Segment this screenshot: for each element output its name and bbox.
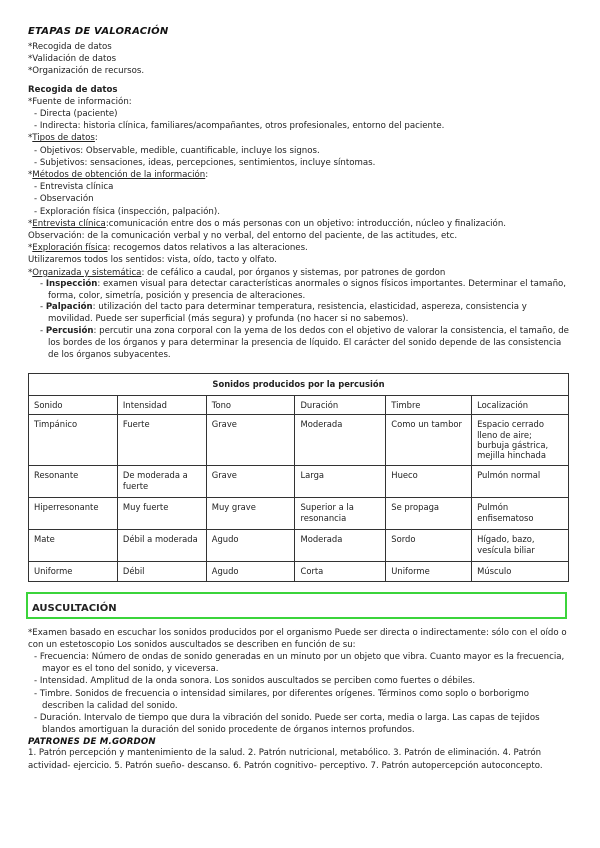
term-inspeccion: - Inspección: examen visual para detectar características anormales o signos físicos importantes. Determinar el tamaño, forma, color, simetría, posición y presencia de alteraciones. bbox=[40, 278, 567, 301]
term-name: Percusión bbox=[45, 326, 94, 337]
table-header-cell: Timbre bbox=[386, 395, 472, 414]
fuente-heading: *Fuente de información: bbox=[28, 96, 132, 107]
table-cell: Músculo bbox=[472, 562, 569, 581]
etapas-title: ETAPAS DE VALORACIÓN bbox=[28, 26, 169, 37]
table-cell: Uniforme bbox=[386, 562, 472, 581]
tipos-item: - Subjetivos: sensaciones, ideas, percepciones, sentimientos, incluye síntomas. bbox=[34, 157, 376, 168]
table-row bbox=[29, 466, 569, 498]
colon: : bbox=[94, 133, 98, 144]
table-header-cell: Duración bbox=[295, 395, 386, 414]
exploracion-text: : recogemos datos relativos a las alteraciones. bbox=[107, 243, 308, 254]
exploracion-line bbox=[28, 242, 573, 254]
table-cell: Se propaga bbox=[386, 498, 472, 530]
table-cell: Como un tambor bbox=[386, 415, 472, 466]
table-cell: Muy fuerte bbox=[117, 498, 206, 530]
table-cell: Mate bbox=[29, 530, 118, 562]
patrones-text: 1. Patrón percepción y mantenimiento de la salud. 2. Patrón nutricional, metabólico. 3. Patrón de eliminación. 4. Patrón actividad- ejercicio. 5. Patrón sueño- descanso. 6. Patrón cognitivo- perceptivo. 7. Patrón autopercepción autoconcepto. bbox=[28, 748, 543, 771]
table-header-cell: Tono bbox=[206, 395, 295, 414]
table-cell: Hueco bbox=[386, 466, 472, 498]
tipos-item: - Objetivos: Observable, medible, cuantificable, incluye los signos. bbox=[34, 145, 320, 156]
table-header-cell: Sonido bbox=[29, 395, 118, 414]
table-cell: Timpánico bbox=[29, 415, 118, 466]
auscultacion-intro: *Examen basado en escuchar los sonidos producidos por el organismo Puede ser directa o indirectamente: sólo con el oído o con un estetoscopio Los sonidos auscultados se describen en función de su: bbox=[28, 627, 567, 650]
table-row bbox=[29, 498, 569, 530]
auscultacion-item: - Frecuencia: Número de ondas de sonido generadas en un minuto por un objeto que vibra. Cuanto mayor es la frecuencia, mayor es el tono del sonido, y viceversa. bbox=[34, 652, 565, 675]
table-cell: Pulmón normal bbox=[472, 466, 569, 498]
auscultacion-title: AUSCULTACIÓN bbox=[32, 602, 117, 614]
entrevista-line bbox=[28, 218, 573, 230]
table-header-row bbox=[29, 395, 569, 414]
table-cell: Sordo bbox=[386, 530, 472, 562]
term-text: : utilización del tacto para determinar temperatura, resistencia, elasticidad, aspereza, consistencia y movilidad. Puede ser superficial (más segura) y profunda (no hacer si no sabemos). bbox=[48, 302, 527, 325]
entrevista-text: :comunicación entre dos o más personas con un objetivo: introducción, núcleo y finalización. bbox=[105, 218, 506, 229]
term-percusion: - Percusión: percutir una zona corporal con la yema de los dedos con el objetivo de valorar la consistencia, el tamaño, de los bordes de los órganos y para determinar la presencia de líquido. El carácter del sonido depende de las consistencia de los órganos subyacentes. bbox=[40, 326, 569, 360]
recogida-title: Recogida de datos bbox=[28, 84, 118, 95]
bullet: * bbox=[28, 243, 33, 254]
table-cell: Agudo bbox=[206, 530, 295, 562]
bullet: * bbox=[28, 267, 33, 278]
table-cell: Corta bbox=[295, 562, 386, 581]
organizada-line bbox=[28, 267, 573, 279]
auscultacion-item: - Timbre. Sonidos de frecuencia o intensidad similares, por diferentes orígenes. Términos como soplo o borborigmo describen la calidad del sonido. bbox=[34, 688, 529, 711]
bullet: * bbox=[28, 133, 33, 144]
table-title: Sonidos producidos por la percusión bbox=[29, 374, 569, 395]
table-cell: Moderada bbox=[295, 415, 386, 466]
table-cell: De moderada a fuerte bbox=[117, 466, 206, 498]
term-name: Inspección bbox=[45, 278, 98, 289]
metodos-heading bbox=[28, 169, 573, 181]
table-cell: Resonante bbox=[29, 466, 118, 498]
table-cell: Fuerte bbox=[117, 415, 206, 466]
term-text: : examen visual para detectar características anormales o signos físicos importantes. Determinar el tamaño, forma, color, simetría, posición y presencia de alteraciones. bbox=[48, 278, 567, 301]
etapas-item: *Recogida de datos bbox=[28, 42, 112, 52]
table-row bbox=[29, 415, 569, 466]
auscultacion-item: - Intensidad. Amplitud de la onda sonora. Los sonidos auscultados se perciben como fuertes o débiles. bbox=[34, 676, 476, 687]
organizada-text: : de cefálico a caudal, por órganos y sistemas, por patrones de gordon bbox=[141, 267, 446, 278]
auscultacion-item: - Duración. Intervalo de tiempo que dura la vibración del sonido. Puede ser corta, media o larga. Las capas de tejidos blandos amortiguan la duración del sonido procedente de órganos internos profundos. bbox=[34, 713, 540, 736]
term-name: Palpación bbox=[45, 302, 93, 313]
table-cell: Hiperresonante bbox=[29, 498, 118, 530]
table-cell: Débil bbox=[117, 562, 206, 581]
entrevista-label: Entrevista clínica bbox=[32, 218, 106, 229]
table-cell: Superior a la resonancia bbox=[295, 498, 386, 530]
table-cell: Moderada bbox=[295, 530, 386, 562]
table-cell: Agudo bbox=[206, 562, 295, 581]
table-header-cell: Intensidad bbox=[117, 395, 206, 414]
auscultacion-heading-box bbox=[26, 592, 567, 619]
table-cell: Hígado, bazo, vesícula biliar bbox=[472, 530, 569, 562]
table-cell: Débil a moderada bbox=[117, 530, 206, 562]
table-row bbox=[29, 562, 569, 581]
table-cell: Grave bbox=[206, 415, 295, 466]
table-cell: Larga bbox=[295, 466, 386, 498]
fuente-item: - Directa (paciente) bbox=[34, 109, 118, 120]
document-page bbox=[28, 26, 573, 772]
term-text: : percutir una zona corporal con la yema de los dedos con el objetivo de valorar la consistencia, el tamaño, de los bordes de los órganos y para determinar la presencia de líquido. El carácter del sonido depende de las consistencia de los órganos subyacentes. bbox=[48, 326, 569, 360]
table-row bbox=[29, 530, 569, 562]
colon: : bbox=[205, 170, 209, 181]
table-header-cell: Localización bbox=[472, 395, 569, 414]
table-cell: Muy grave bbox=[206, 498, 295, 530]
table-cell: Pulmón enfisematoso bbox=[472, 498, 569, 530]
sentidos-line: Utilizaremos todos los sentidos: vista, oído, tacto y olfato. bbox=[28, 255, 277, 266]
term-palpacion: - Palpación: utilización del tacto para determinar temperatura, resistencia, elasticidad, aspereza, consistencia y movilidad. Puede ser superficial (más segura) y profunda (no hacer si no sabemos). bbox=[40, 302, 527, 325]
percussion-sounds-table bbox=[28, 373, 569, 581]
fuente-item: - Indirecta: historia clínica, familiares/acompañantes, otros profesionales, entorno del paciente. bbox=[34, 121, 445, 132]
etapas-item: *Organización de recursos. bbox=[28, 66, 145, 77]
etapas-item: *Validación de datos bbox=[28, 54, 117, 65]
metodos-item: - Entrevista clínica bbox=[34, 182, 114, 193]
bullet: * bbox=[28, 218, 33, 229]
exploracion-label: Exploración física bbox=[32, 243, 108, 254]
table-cell: Espacio cerrado lleno de aire; burbuja gástrica, mejilla hinchada bbox=[472, 415, 569, 466]
patrones-title: PATRONES DE M.GORDON bbox=[28, 737, 156, 748]
observacion-line: Observación: de la comunicación verbal y no verbal, del entorno del paciente, de las actitudes, etc. bbox=[28, 231, 458, 242]
table-cell: Grave bbox=[206, 466, 295, 498]
metodos-item: - Observación bbox=[34, 194, 94, 205]
exploration-terms-list bbox=[28, 279, 573, 362]
tipos-heading bbox=[28, 132, 573, 144]
organizada-label: Organizada y sistemática bbox=[32, 267, 142, 278]
tipos-heading-label: Tipos de datos bbox=[32, 133, 95, 144]
metodos-item: - Exploración física (inspección, palpación). bbox=[34, 206, 220, 217]
bullet: * bbox=[28, 170, 33, 181]
metodos-heading-label: Métodos de obtención de la información bbox=[32, 170, 206, 181]
table-cell: Uniforme bbox=[29, 562, 118, 581]
